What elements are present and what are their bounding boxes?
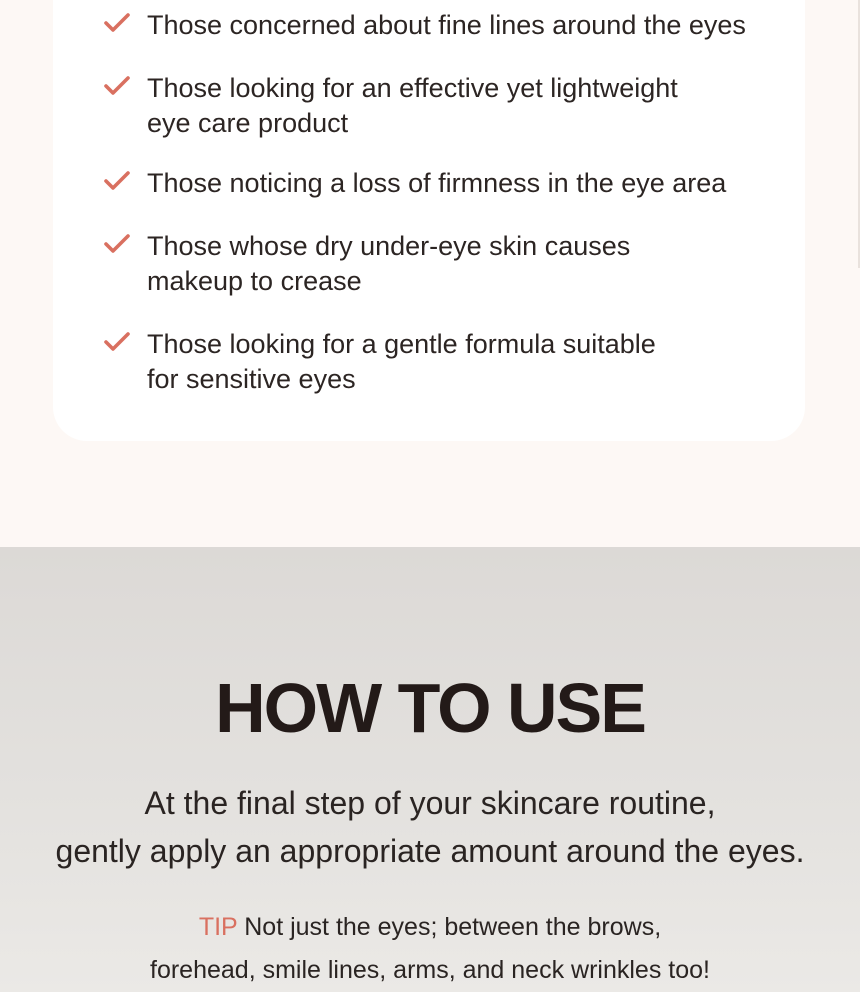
how-to-use-section	[0, 547, 860, 992]
check-icon	[103, 330, 131, 354]
list-item-text: Those looking for a gentle formula suitable for sensitive eyes	[147, 329, 656, 394]
check-icon	[103, 11, 131, 35]
tip-text-1: Not just the eyes; between the brows,	[237, 913, 662, 941]
check-icon	[103, 74, 131, 98]
tip-label: TIP	[198, 913, 238, 941]
list-item-text: Those looking for an effective yet lightweight eye care product	[147, 73, 678, 138]
how-to-use-title: HOW TO USE	[215, 669, 645, 747]
target-users-card	[53, 0, 805, 441]
check-icon	[103, 169, 131, 193]
tip-line-2: forehead, smile lines, arms, and neck wrinkles too!	[150, 956, 710, 984]
check-icon	[103, 232, 131, 256]
list-item-text: Those concerned about fine lines around the eyes	[147, 10, 746, 40]
list-item-text: Those whose dry under-eye skin causes makeup to crease	[147, 231, 631, 296]
tip-note	[0, 906, 860, 992]
how-to-use-description: At the final step of your skincare routine, gently apply an appropriate amount around the eyes.	[55, 785, 805, 869]
list-item-text: Those noticing a loss of firmness in the eye area	[147, 168, 727, 198]
tip-line-1	[0, 906, 860, 949]
